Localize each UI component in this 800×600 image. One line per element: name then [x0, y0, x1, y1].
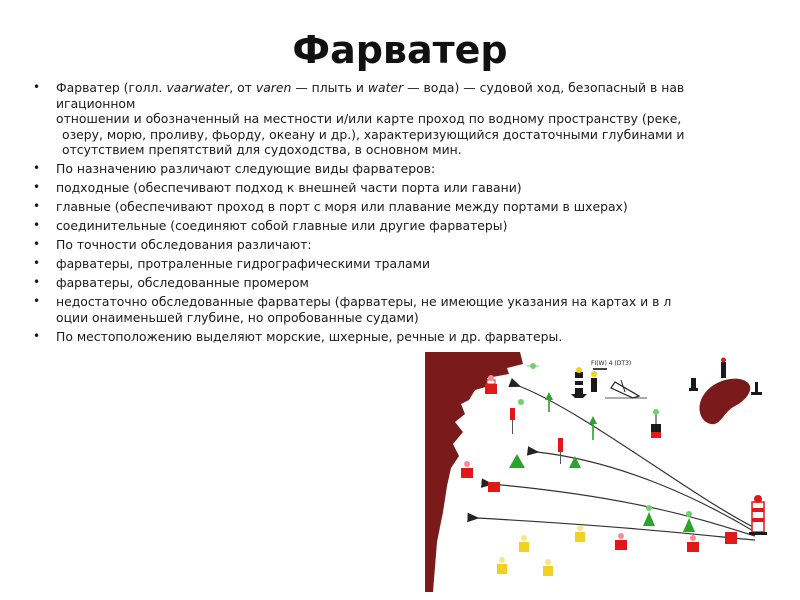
green-beacon-2 — [518, 399, 524, 405]
bullet-dot: • — [33, 80, 41, 94]
beacon-small-right — [751, 382, 762, 395]
bullet-sounded: • фарватеры, обследованные промером — [33, 275, 309, 291]
bullet-list — [30, 80, 790, 348]
bullet-purpose-heading: • По назначению различают следующие виды фарватеров: — [33, 161, 436, 177]
red-buoy-3 — [615, 533, 627, 550]
fairway-diagram — [425, 352, 780, 592]
island-land — [699, 379, 750, 425]
red-lighthouse-buoy-2 — [461, 461, 473, 478]
bullet-swept: • фарватеры, протраленные гидрографическими тралами — [33, 256, 431, 272]
tower-icon-right — [689, 378, 698, 391]
red-buoy-4 — [687, 535, 699, 552]
bullet-insufficient: • недостаточно обследованные фарватеры (фарватеры, не имеющие указания на картах и в л оции онаименьшей глубине, но опробованные судами) — [33, 294, 672, 325]
yellow-buoy-3 — [543, 559, 553, 576]
red-spar-buoy-1 — [510, 408, 515, 434]
bullet-location: • По местоположению выделяют морские, шхерные, речные и др. фарватеры. — [33, 328, 563, 344]
light-label: FI(W) 4 (DT3) — [591, 360, 632, 367]
bullet-connecting: • соединительные (соединяют собой главные или другие фарватеры) — [33, 218, 508, 234]
bullet-approach: • подходные (обеспечивают подход к внешней части порта или гавани) — [33, 180, 522, 196]
fairway-chart-svg — [425, 352, 780, 592]
red-spar-buoy-2 — [558, 438, 563, 464]
yellow-buoy-4 — [575, 525, 585, 542]
bullet-main: • главные (обеспечивают проход в порт с моря или плавание между портами в шхерах) — [33, 199, 628, 215]
island-beacon-icon — [721, 358, 726, 379]
bullet-dot: • — [33, 294, 41, 309]
green-cone-buoy-1 — [509, 454, 525, 468]
red-buoy-2 — [488, 482, 500, 492]
coastline-land — [425, 352, 523, 592]
bullet-dot: • — [33, 256, 41, 271]
bullet-dot: • — [33, 275, 41, 290]
bullet-dot: • — [33, 328, 41, 343]
lighthouse-icon — [571, 367, 587, 398]
yellow-buoy-1 — [497, 557, 507, 574]
red-buoy-5 — [725, 532, 737, 544]
bullet-dot: • — [33, 199, 41, 214]
bullet-dot: • — [33, 218, 41, 233]
slide-title: Фарватер — [292, 28, 508, 72]
bullet-definition: • Фарватер (голл. vaarwater, от varen — плыть и water — вода) — судовой ход, безопасный в нав игационном отношении и обозначенный на местности и/или карте проход по водному пространству (реке, озеру, морю, проливу, фьорду, океану и др.), характеризующийся достаточными глубинами и отсутствием препятствий для судоходства, в основном мин. — [33, 80, 685, 158]
bullet-dot: • — [33, 161, 41, 176]
wreck-icon — [605, 380, 647, 398]
cardinal-mark-icon — [651, 409, 661, 438]
bullet-dot: • — [33, 180, 41, 195]
light-buoy-icon — [591, 371, 597, 392]
bullet-dot: • — [33, 237, 41, 252]
green-cone-buoy-4 — [683, 511, 695, 532]
yellow-buoy-2 — [519, 535, 529, 552]
red-lighthouse-main — [749, 495, 767, 535]
green-beacon-1 — [527, 363, 539, 369]
bullet-survey-heading: • По точности обследования различают: — [33, 237, 312, 253]
term: Фарватер — [56, 80, 120, 95]
fairway-track-4 — [477, 518, 755, 540]
